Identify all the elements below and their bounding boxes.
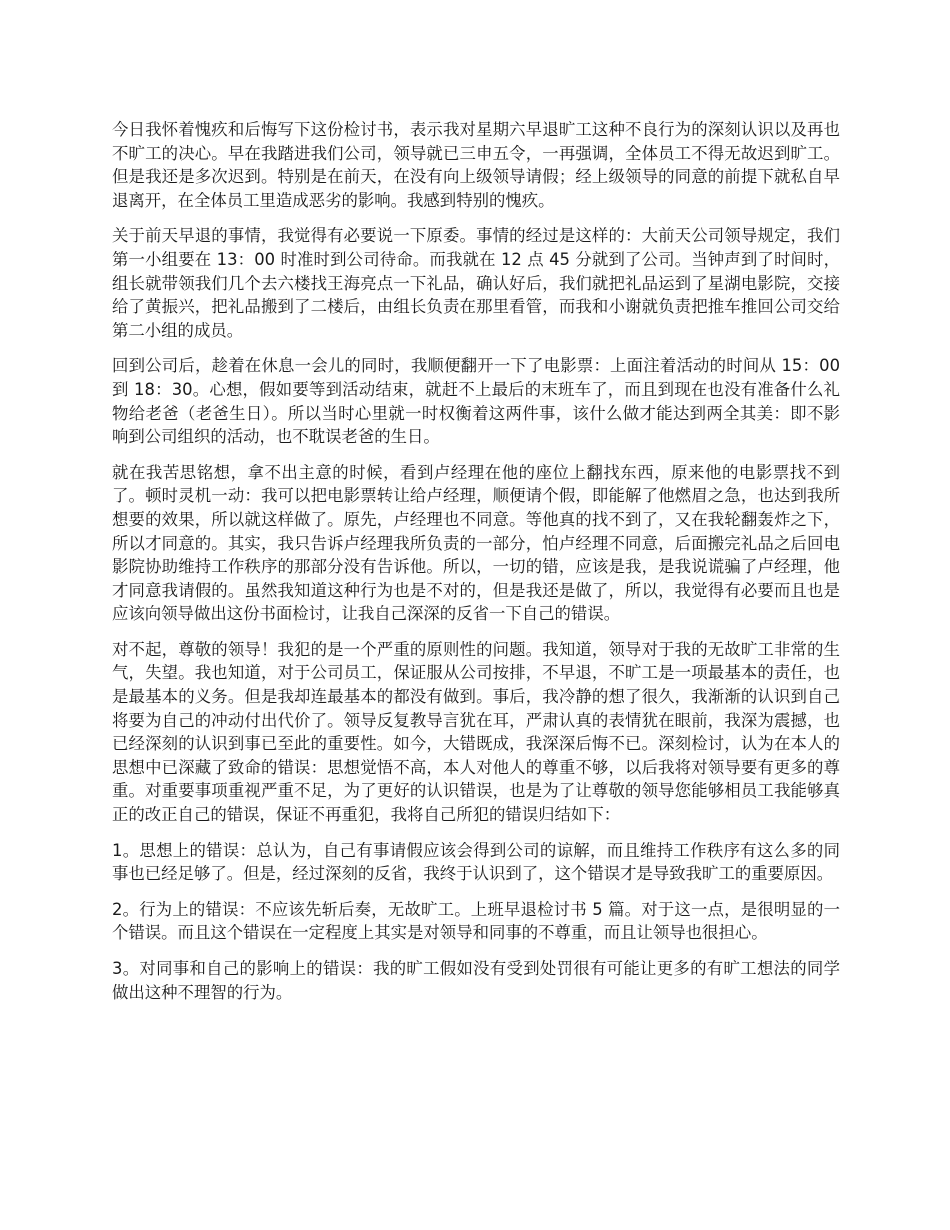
list-item: 2。行为上的错误：不应该先斩后奏，无故旷工。上班早退检讨书 5 篇。对于这一点，是很明显的一个错误。而且这个错误在一定程度上其实是对领导和同事的不尊重，而且让领导也很担心。 [112,899,840,943]
paragraph: 对不起，尊敬的领导！我犯的是一个严重的原则性的问题。我知道，领导对于我的无故旷工非常的生气，失望。我也知道，对于公司员工，保证服从公司按排，不早退，不旷工是一项最基本的责任，也是最基本的义务。但是我却连最基本的都没有做到。事后，我冷静的想了很久，我渐渐的认识到自己将要为自己的冲动付出代价了。领导反复教导言犹在耳，严肃认真的表情犹在眼前，我深为震撼，也已经深刻的认识到事已至此的重要性。如今，大错既成，我深深后悔不已。深刻检讨，认为在本人的思想中已深藏了致命的错误：思想觉悟不高，本人对他人的尊重不够，以后我将对领导要有更多的尊重。对重要事项重视严重不足，为了更好的认识错误，也是为了让尊敬的领导您能够相员工我能够真正的改正自己的错误，保证不再重犯，我将自己所犯的错误归结如下： [112,639,840,825]
paragraph: 今日我怀着愧疚和后悔写下这份检讨书，表示我对星期六早退旷工这种不良行为的深刻认识以及再也不旷工的决心。早在我踏进我们公司，领导就已三申五令，一再强调，全体员工不得无故迟到旷工。但是我还是多次迟到。特别是在前天，在没有向上级领导请假；经上级领导的同意的前提下就私自早退离开，在全体员工里造成恶劣的影响。我感到特别的愧疚。 [112,120,840,210]
paragraph: 关于前天早退的事情，我觉得有必要说一下原委。事情的经过是这样的：大前天公司领导规定，我们第一小组要在 13：00 时准时到公司待命。而我就在 12 点 45 分就到了公司。当钟声到了时间时，组长就带领我们几个去六楼找王海亮点一下礼品，确认好后，我们就把礼品运到了星湖电影院，交接给了黄振兴，把礼品搬到了二楼后，由组长负责在那里看管，而我和小谢就负责把推车推回公司交给第二小组的成员。 [112,226,840,340]
document-body [112,118,840,1016]
list-item: 1。思想上的错误：总认为，自己有事请假应该会得到公司的谅解，而且维持工作秩序有这么多的同事也已经足够了。但是，经过深刻的反省，我终于认识到了，这个错误才是导致我旷工的重要原因。 [112,840,840,884]
list-item: 3。对同事和自己的影响上的错误：我的旷工假如没有受到处罚很有可能让更多的有旷工想法的同学做出这种不理智的行为。 [112,959,840,1002]
paragraph: 回到公司后，趁着在休息一会儿的同时，我顺便翻开一下了电影票：上面注着活动的时间从 15：00 到 18：30。心想，假如要等到活动结束，就赶不上最后的末班车了，而且到现在也没有准备什么礼物给老爸（老爸生日）。所以当时心里就一时权衡着这两件事，该什么做才能达到两全其美：即不影响到公司组织的活动，也不耽误老爸的生日。 [112,356,840,447]
paragraph: 就在我苦思铭想，拿不出主意的时候，看到卢经理在他的座位上翻找东西，原来他的电影票找不到了。顿时灵机一动：我可以把电影票转让给卢经理，顺便请个假，即能解了他燃眉之急，也达到我所想要的效果，所以就这样做了。原先，卢经理也不同意。等他真的找不到了，又在我轮翻轰炸之下，所以才同意的。其实，我只告诉卢经理我所负责的一部分，怕卢经理不同意，后面搬完礼品之后回电影院协助维持工作秩序的那部分没有告诉他。所以，一切的错，应该是我，是我说谎骗了卢经理，他才同意我请假的。虽然我知道这种行为也是不对的，但是我还是做了，所以，我觉得有必要而且也是应该向领导做出这份书面检讨，让我自己深深的反省一下自己的错误。 [112,462,840,624]
